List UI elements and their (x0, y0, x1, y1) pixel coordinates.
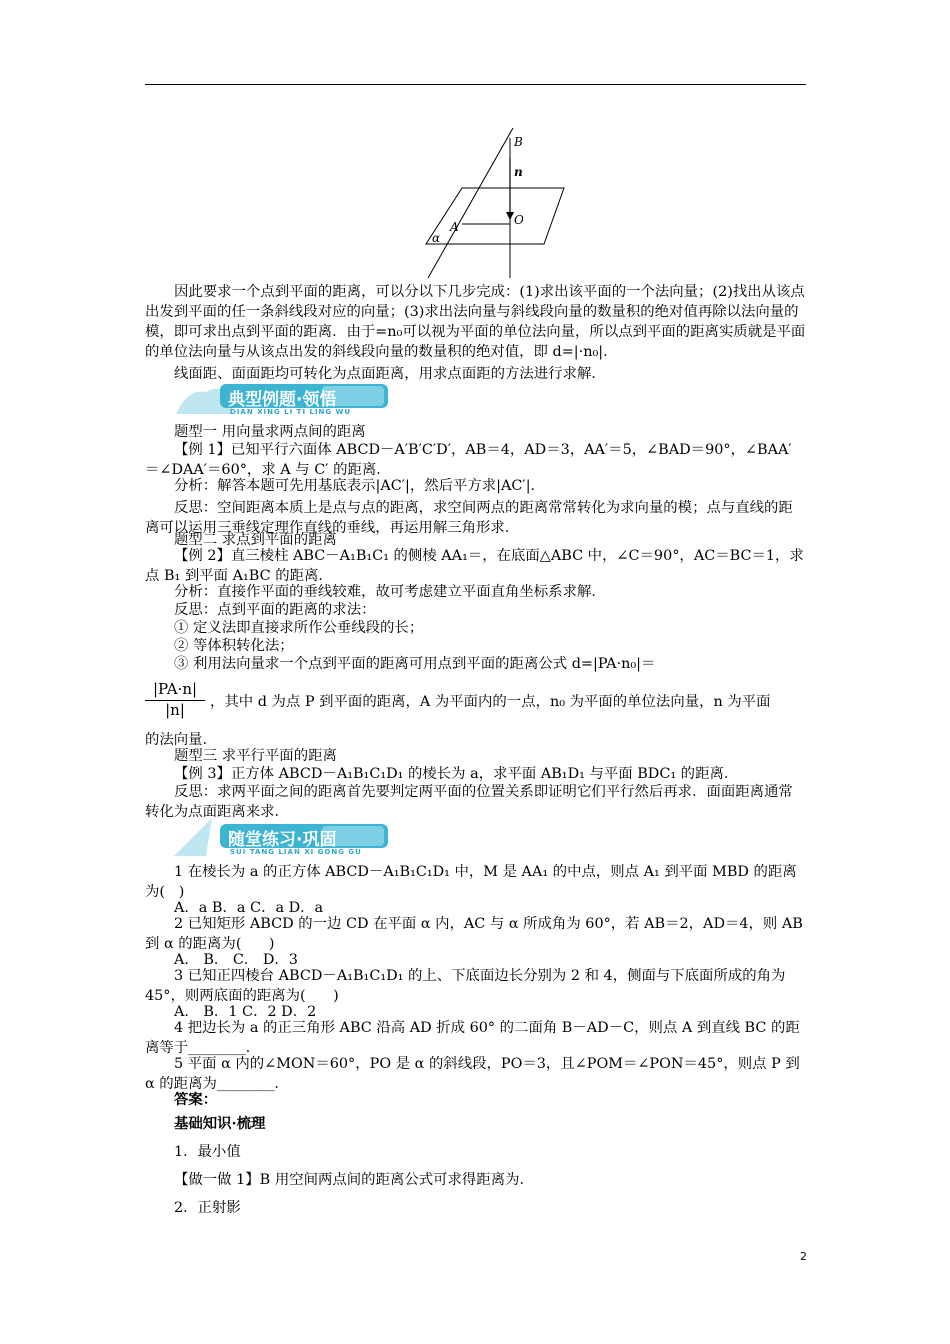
page-number: 2 (800, 1250, 807, 1263)
basic-knowledge-heading: 基础知识·梳理 (174, 1115, 266, 1132)
point-plane-distance-figure (410, 128, 570, 280)
banner-typical-examples-title: 典型例题·领悟 (228, 390, 337, 410)
label-alpha: α (432, 231, 441, 245)
type2-title: 题型二 求点到平面的距离 (174, 532, 337, 548)
fraction-numerator: |PA·n| (145, 680, 205, 701)
example2-method2: ② 等体积转化法； (174, 638, 294, 654)
intro-paragraph: 因此要求一个点到平面的距离，可以分以下几步完成：(1)求出该平面的一个法向量；(2)找出从该点出发到平面的任一条斜线段对应的向量；(3)求出法向量与斜线段向量的数量积的绝对值再除以法向量的模，即可求出点到平面的距离．由于=n₀可以视为平面的单位法向量，所以点到平面的距离实质就是平面的单位法向量与从该点出发的斜线段向量的数量积的绝对值，即 d=|·n₀|． (145, 284, 806, 360)
example1: 【例 1】已知平行六面体 ABCD－A′B′C′D′，AB＝4，AD＝3，AA′＝5，∠BAD＝90°，∠BAA′＝∠DAA′＝60°，求 A 与 C′ 的距离． (145, 442, 792, 478)
banner-class-practice (172, 818, 392, 858)
distance-fraction (145, 680, 205, 719)
answers-heading: 答案： (174, 1091, 218, 1108)
example3: 【例 3】正方体 ABCD－A₁B₁C₁D₁ 的棱长为 a，求平面 AB₁D₁ 与平面 BDC₁ 的距离． (174, 766, 739, 782)
example2-reflection: 反思：点到平面的距离的求法： (174, 602, 376, 618)
question-2: 2 已知矩形 ABCD 的一边 CD 在平面 α 内，AC 与 α 所成角为 60°，若 AB＝2，AD＝4，则 AB 到 α 的距离为( ) (145, 916, 808, 952)
label-n: n (514, 165, 523, 179)
banner-class-practice-title: 随堂练习·巩固 (228, 830, 337, 850)
example3-reflection: 反思：求两平面之间的距离首先要判定两平面的位置关系即证明它们平行然后再求．面面距离通常转化为点面距离来求． (145, 784, 793, 820)
example2-analysis: 分析：直接作平面的垂线较难，故可考虑建立平面直角坐标系求解． (174, 584, 606, 600)
answer-try-1: 【做一做 1】B 用空间两点间的距离公式可求得距离为． (174, 1172, 534, 1188)
header-rule (145, 84, 806, 85)
answer-1: 1．最小值 (174, 1144, 241, 1160)
banner-typical-examples (172, 382, 392, 422)
question-2-options: A． B． C． D．3 (174, 952, 298, 968)
question-3-options: A． B．1 C．2 D．2 (174, 1004, 317, 1020)
answer-2: 2．正射影 (174, 1200, 241, 1216)
example2-method3-end: 的法向量． (145, 732, 217, 748)
fraction-denominator: |n| (165, 701, 185, 719)
label-B: B (514, 135, 523, 149)
banner-class-practice-pinyin: SUI TANG LIAN XI GONG GU (230, 848, 362, 856)
question-1-options: A．a B．a C．a D．a (174, 900, 324, 916)
question-4: 4 把边长为 a 的正三角形 ABC 沿高 AD 折成 60° 的二面角 B－AD－C，则点 A 到直线 BC 的距离等于________． (145, 1020, 800, 1056)
banner-typical-examples-pinyin: DIAN XING LI TI LING WU (230, 408, 351, 416)
type3-title: 题型三 求平行平面的距离 (174, 748, 337, 764)
type1-title: 题型一 用向量求两点间的距离 (174, 424, 366, 440)
label-O: O (514, 213, 524, 227)
example2: 【例 2】直三棱柱 ABC－A₁B₁C₁ 的侧棱 AA₁＝，在底面△ABC 中，∠C＝90°，AC＝BC＝1，求点 B₁ 到平面 A₁BC 的距离． (145, 548, 804, 584)
question-3: 3 已知正四棱台 ABCD－A₁B₁C₁D₁ 的上、下底面边长分别为 2 和 4，侧面与下底面所成的角为 45°，则两底面的距离为( ) (145, 968, 790, 1004)
example2-method3-cont: ，其中 d 为点 P 到平面的距离，A 为平面内的一点，n₀ 为平面的单位法向量，n 为平面 (210, 694, 771, 710)
example2-method3: ③ 利用法向量求一个点到平面的距离可用点到平面的距离公式 d=|PA·n₀|＝ (174, 656, 656, 672)
label-A: A (450, 220, 459, 234)
conversion-paragraph: 线面距、面面距均可转化为点面距离，用求点面距的方法进行求解． (174, 366, 606, 382)
example1-reflection: 反思：空间距离本质上是点与点的距离，求空间两点的距离常常转化为求向量的模；点与直线的距离可以运用三垂线定理作直线的垂线，再运用解三角形求． (145, 500, 793, 536)
example2-method1: ① 定义法即直接求所作公垂线段的长； (174, 620, 424, 636)
question-1: 1 在棱长为 a 的正方体 ABCD－A₁B₁C₁D₁ 中，M 是 AA₁ 的中点，则点 A₁ 到平面 MBD 的距离为( ) (145, 864, 797, 900)
question-5: 5 平面 α 内的∠MON＝60°，PO 是 α 的斜线段，PO＝3，且∠POM＝∠PON＝45°，则点 P 到 α 的距离为________． (145, 1056, 805, 1092)
example1-analysis: 分析：解答本题可先用基底表示|AC′|，然后平方求|AC′|． (174, 478, 545, 494)
